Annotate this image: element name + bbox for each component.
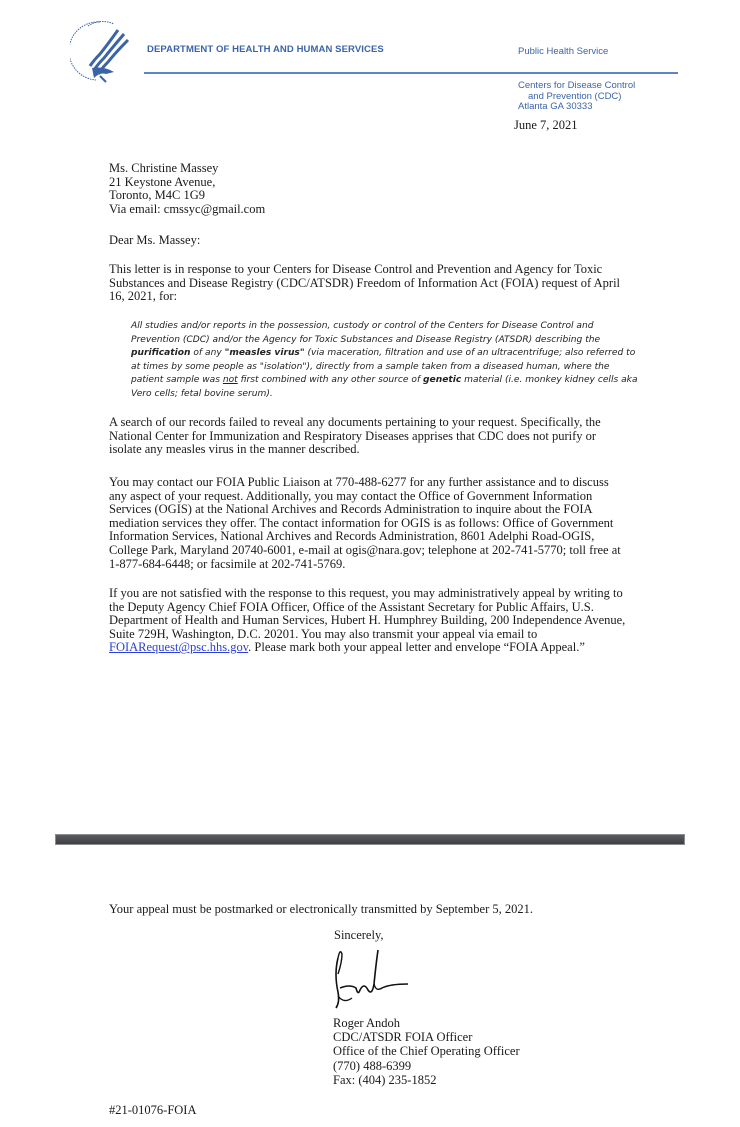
hhs-eagle-seal-icon <box>70 18 134 86</box>
contact-paragraph: You may contact our FOIA Public Liaison at 770-488-6277 for any further assistance and to discuss any aspect of your request. Additionally, you may contact the Office of Government Information Services (OGIS) at the National Archives and Records Administration to inquire about the FOIA mediation services they offer. The contact information for OGIS is as follows: Office of Government Information Services, National Archives and Records Administration, 8601 Adelphi Road-OGIS, College Park, Maryland 20740-6001, e-mail at ogis@nara.gov; telephone at 202-741-5770; toll free at 1-877-684-6448; or facsimile at 202-741-5769. <box>109 475 621 571</box>
appeal-deadline: Your appeal must be postmarked or electronically transmitted by September 5, 2021. <box>109 902 533 916</box>
closing-sincerely: Sincerely, <box>334 928 384 942</box>
request-bold-purification: purification <box>131 348 191 359</box>
request-text: first combined with any other source of <box>237 375 424 386</box>
recipient-city: Toronto, M4C 1G9 <box>109 188 206 203</box>
page-break-divider <box>55 834 685 845</box>
signer-title: CDC/ATSDR FOIA Officer <box>333 1030 473 1045</box>
agency-line-2: and Prevention (CDC) <box>528 90 622 102</box>
signer-name: Roger Andoh <box>333 1016 401 1030</box>
search-result-paragraph: A search of our records failed to reveal any documents pertaining to your request. Specifically, the National Center for Immunization and Respiratory Diseases apprises that CDC does not purify or isolate any measles virus in the manner described. <box>109 415 601 457</box>
recipient-street: 21 Keystone Avenue, <box>109 174 216 189</box>
recipient-email: Via email: cmssyc@gmail.com <box>109 201 266 216</box>
handwritten-signature-icon <box>330 944 412 1012</box>
signer-office: Office of the Chief Operating Officer <box>333 1044 520 1059</box>
request-text: material (i.e. monkey kidney cells aka Vero cells; fetal bovine serum). <box>131 375 638 399</box>
department-name: DEPARTMENT OF HEALTH AND HUMAN SERVICES <box>147 44 384 55</box>
request-text: All studies and/or reports in the possession, custody or control of the Centers for Disease Control and Prevention (CDC) and/or the Agency for Toxic Substances and Disease Registry (ATSDR) describing the <box>131 321 601 345</box>
request-underline-not: not <box>222 375 238 386</box>
request-text: (via maceration, filtration and use of an ultracentrifuge; also referred to at times by some people as "isolation"), directly from a sample taken from a diseased human, where the patient sample was <box>131 348 636 386</box>
appeal-text-end: . Please mark both your appeal letter and envelope “FOIA Appeal.” <box>248 640 585 655</box>
signer-phone: (770) 488-6399 <box>333 1058 412 1073</box>
letter-date: June 7, 2021 <box>514 118 578 132</box>
recipient-address <box>109 162 629 216</box>
appeal-text: If you are not satisfied with the response to this request, you may administratively appeal by writing to the Deputy Agency Chief FOIA Officer, Office of the Assistant Secretary for Public Affairs, U.S. Department of Health and Human Services, Hubert H. Humphrey Building, 200 Independence Avenue, Suite 729H, Washington, D.C. 20201. You may also transmit your appeal via email to <box>109 586 626 641</box>
salutation: Dear Ms. Massey: <box>109 233 201 247</box>
recipient-name: Ms. Christine Massey <box>109 161 219 175</box>
foia-reference-number: #21-01076-FOIA <box>109 1103 197 1117</box>
request-bold-measles-virus: "measles virus" <box>224 348 305 359</box>
foia-request-quote <box>131 320 641 402</box>
request-text: of any <box>190 348 225 359</box>
letterhead-rule <box>144 72 678 74</box>
public-health-service: Public Health Service <box>518 46 609 57</box>
intro-paragraph: This letter is in response to your Centers for Disease Control and Prevention and Agency for Toxic Substances and Disease Registry (CDC/ATSDR) Freedom of Information Act (FOIA) request of April 16, 2021, for: <box>109 262 621 304</box>
agency-address <box>518 81 635 113</box>
agency-line-1: Centers for Disease Control <box>518 80 636 91</box>
signer-fax: Fax: (404) 235-1852 <box>333 1072 437 1087</box>
signer-block <box>333 1016 520 1087</box>
request-bold-genetic: genetic <box>423 375 462 386</box>
agency-line-3: Atlanta GA 30333 <box>518 101 593 112</box>
appeal-paragraph <box>109 587 629 655</box>
foia-request-email-link[interactable]: FOIARequest@psc.hhs.gov <box>109 640 249 655</box>
